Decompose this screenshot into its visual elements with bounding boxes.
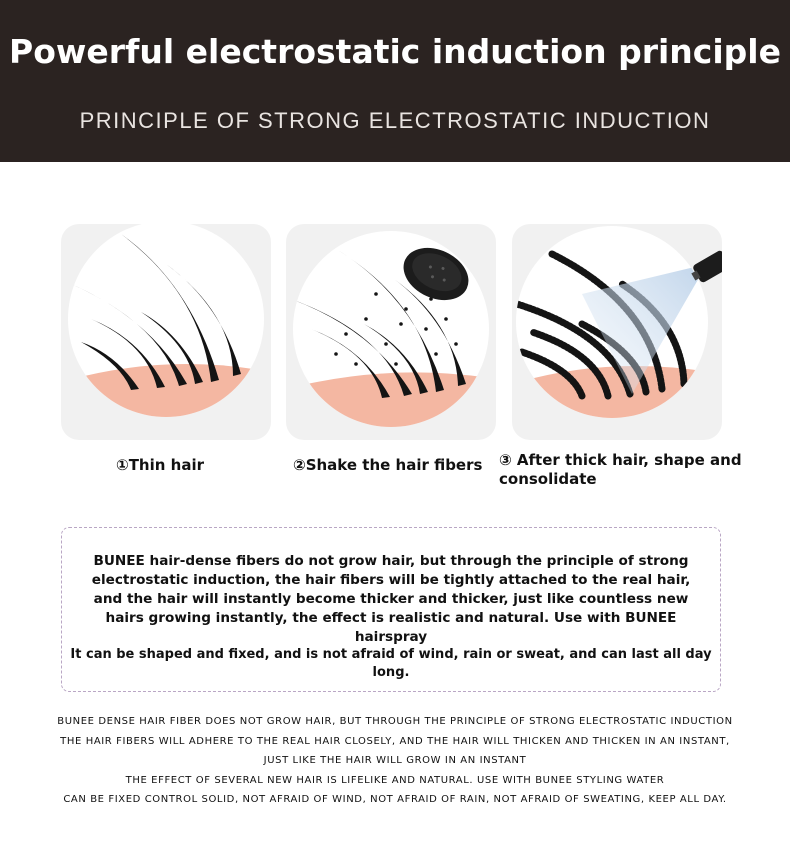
footer-line: CAN BE FIXED CONTROL SOLID, NOT AFRAID OF WIND, NOT AFRAID OF RAIN, NOT AFRAID OF SWEATING, KEEP ALL DAY. [63, 794, 727, 805]
scalp-skin [61, 364, 271, 440]
description-secondary: It can be shaped and fixed, and is not afraid of wind, rain or sweat, and can last all day long. [70, 647, 712, 680]
shake-fibers-illustration [286, 224, 496, 440]
page-title: Powerful electrostatic induction principle [9, 32, 781, 71]
footer-text [0, 712, 790, 810]
thick-hair-card [512, 224, 722, 440]
footer-line: THE EFFECT OF SEVERAL NEW HAIR IS LIFELIKE AND NATURAL. USE WITH BUNEE STYLING WATER [125, 774, 665, 786]
scalp-skin [512, 366, 722, 440]
footer-line: JUST LIKE THE HAIR WILL GROW IN AN INSTANT [263, 755, 527, 766]
step-3-label: ③ After thick hair, shape and consolidate [499, 451, 742, 488]
footer-line: THE HAIR FIBERS WILL ADHERE TO THE REAL HAIR CLOSELY, AND THE HAIR WILL THICKEN AND THICKEN IN AN INSTANT, [60, 735, 730, 747]
page-subtitle: PRINCIPLE OF STRONG ELECTROSTATIC INDUCTION [79, 108, 711, 133]
footer-line: BUNEE DENSE HAIR FIBER DOES NOT GROW HAIR, BUT THROUGH THE PRINCIPLE OF STRONG ELECTROSTATIC INDUCTION [57, 716, 733, 727]
header-banner [0, 0, 790, 162]
thick-hair-illustration [512, 224, 722, 440]
thin-hair-illustration [61, 224, 271, 440]
shake-fibers-card [286, 224, 496, 440]
step-2-label: ②Shake the hair fibers [293, 456, 483, 474]
thin-hair-card [61, 224, 271, 440]
description-box [61, 527, 721, 692]
step-1-label: ①Thin hair [116, 456, 204, 474]
description-main: BUNEE hair-dense fibers do not grow hair, but through the principle of strong electrostatic induction, the hair fibers will be tightly attached to the real hair, and the hair will instantly become thicker and thicker, just like countless new hairs growing instantly, the effect is realistic and natural. Use with BUNEE hairspray [91, 553, 691, 645]
